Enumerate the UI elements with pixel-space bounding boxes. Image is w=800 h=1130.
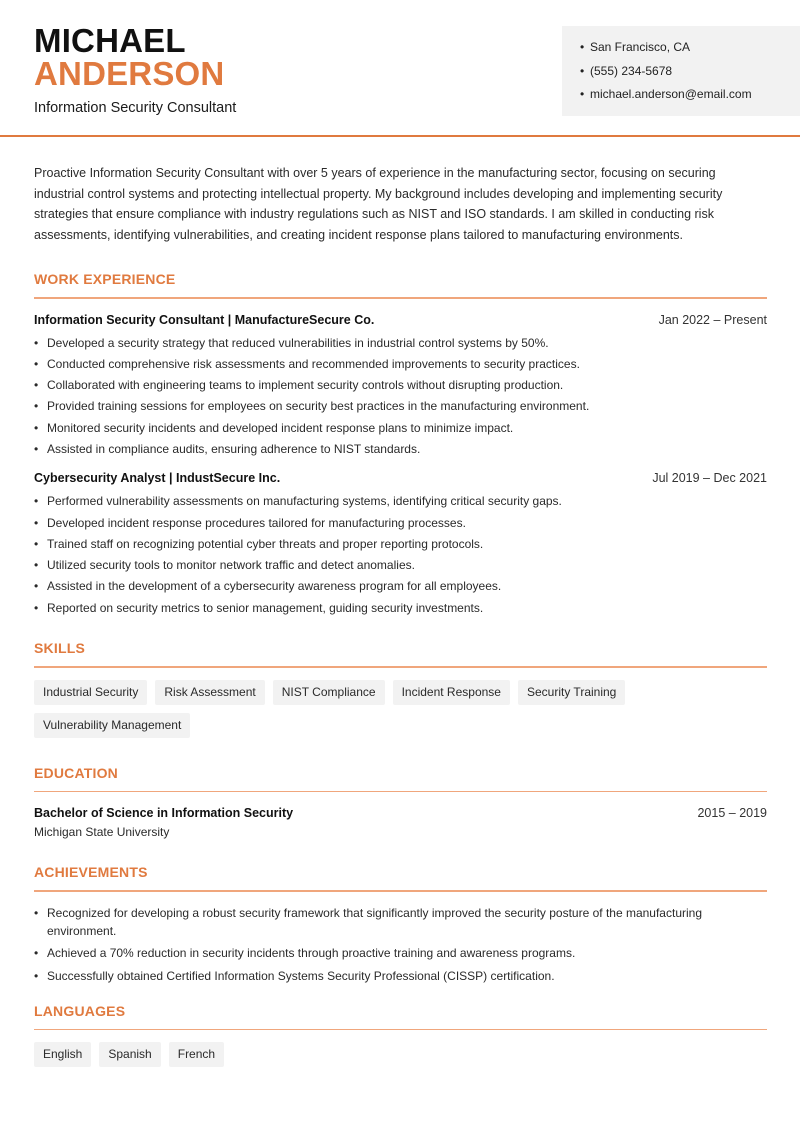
bullet-icon: •: [580, 63, 585, 78]
first-name: MICHAEL: [34, 22, 186, 59]
section-divider: [34, 791, 767, 793]
summary-text: Proactive Information Security Consultant with over 5 years of experience in the manufacturing sector, focusing on securing industrial control systems and protecting intellectual property. My background includes developing and implementing security strategies that ensure compliance with industry regulations such as NIST and ISO standards. I am skilled in conducting risk assessments, identifying vulnerabilities, and creating incident response plans tailored to manufacturing environments.: [34, 166, 723, 242]
job-heading: Information Security Consultant | ManufactureSecure Co.: [34, 312, 375, 327]
skill-tag: Incident Response: [393, 680, 510, 705]
bullet-icon: •: [580, 87, 585, 101]
email-text[interactable]: michael.anderson@email.com: [590, 87, 752, 101]
school: Michigan State University: [34, 825, 170, 840]
skill-tag: Vulnerability Management: [34, 713, 190, 738]
job-dates: Jan 2022 – Present: [658, 312, 767, 327]
list-item: • Reported on security metrics to senior management, guiding security investments.: [34, 598, 767, 619]
education-section: [34, 765, 767, 840]
section-divider: [34, 890, 767, 892]
section-divider: [34, 297, 767, 299]
section-title-languages: LANGUAGES: [34, 1002, 126, 1019]
list-item: • Assisted in compliance audits, ensuring adherence to NIST standards.: [34, 439, 767, 460]
achievements-list: [34, 904, 767, 985]
job-heading: Cybersecurity Analyst | IndustSecure Inc.: [34, 471, 281, 486]
list-item: • Assisted in the development of a cybersecurity awareness program for all employees.: [34, 576, 767, 597]
skills-list: [34, 680, 767, 738]
skill-tag: NIST Compliance: [273, 680, 385, 705]
skill-tag: Security Training: [518, 680, 625, 705]
skill-tag: Risk Assessment: [155, 680, 264, 705]
skills-section: [34, 640, 767, 738]
list-item: • Achieved a 70% reduction in security incidents through proactive training and awareness programs.: [34, 944, 767, 962]
job-dates: Jul 2019 – Dec 2021: [652, 471, 767, 486]
resume-header: [0, 0, 800, 137]
education-dates: 2015 – 2019: [697, 806, 767, 821]
bullet-icon: •: [580, 40, 585, 54]
job-title: Information Security Consultant: [34, 100, 237, 116]
list-item: • Developed incident response procedures tailored for manufacturing processes.: [34, 513, 767, 534]
location-text: San Francisco, CA: [590, 40, 691, 54]
degree: Bachelor of Science in Information Security: [34, 806, 294, 821]
list-item: • Conducted comprehensive risk assessments and recommended improvements to security practices.: [34, 354, 767, 375]
language-tag: French: [169, 1042, 224, 1067]
job-bullets: [34, 333, 767, 461]
list-item: • Provided training sessions for employees on security best practices in the manufacturing environment.: [34, 396, 767, 417]
section-divider: [34, 1029, 767, 1031]
list-item: • Recognized for developing a robust security framework that significantly improved the security posture of the manufacturing environment.: [34, 904, 767, 940]
section-title-work: WORK EXPERIENCE: [34, 271, 176, 287]
work-section: [34, 271, 767, 619]
section-title-skills: SKILLS: [34, 640, 85, 657]
last-name: ANDERSON: [34, 55, 225, 92]
skill-tag: Industrial Security: [34, 680, 147, 705]
list-item: • Developed a security strategy that reduced vulnerabilities in industrial control systems by 50%.: [34, 333, 767, 354]
job-entry: [34, 471, 767, 619]
section-divider: [34, 666, 767, 668]
achievements-section: [34, 864, 767, 985]
language-tag: English: [34, 1042, 91, 1067]
resume-body: [34, 163, 767, 1067]
job-entry: [34, 313, 767, 461]
language-tag: Spanish: [99, 1042, 160, 1067]
contact-box: [562, 26, 800, 116]
contact-phone: [580, 63, 800, 87]
list-item: • Trained staff on recognizing potential cyber threats and proper reporting protocols.: [34, 534, 767, 555]
list-item: • Performed vulnerability assessments on manufacturing systems, identifying critical security gaps.: [34, 491, 767, 512]
section-title-education: EDUCATION: [34, 764, 118, 781]
list-item: • Successfully obtained Certified Information Systems Security Professional (CISSP) certification.: [34, 967, 767, 985]
contact-email[interactable]: [580, 86, 800, 110]
list-item: • Monitored security incidents and developed incident response plans to minimize impact.: [34, 418, 767, 439]
job-bullets: [34, 491, 767, 619]
section-title-achievements: ACHIEVEMENTS: [34, 864, 148, 881]
list-item: • Utilized security tools to monitor network traffic and detect anomalies.: [34, 555, 767, 576]
languages-list: [34, 1042, 767, 1067]
contact-location: [580, 39, 800, 63]
phone-text: (555) 234-5678: [590, 63, 673, 78]
list-item: • Collaborated with engineering teams to implement security controls without disrupting production.: [34, 375, 767, 396]
languages-section: [34, 1003, 767, 1068]
